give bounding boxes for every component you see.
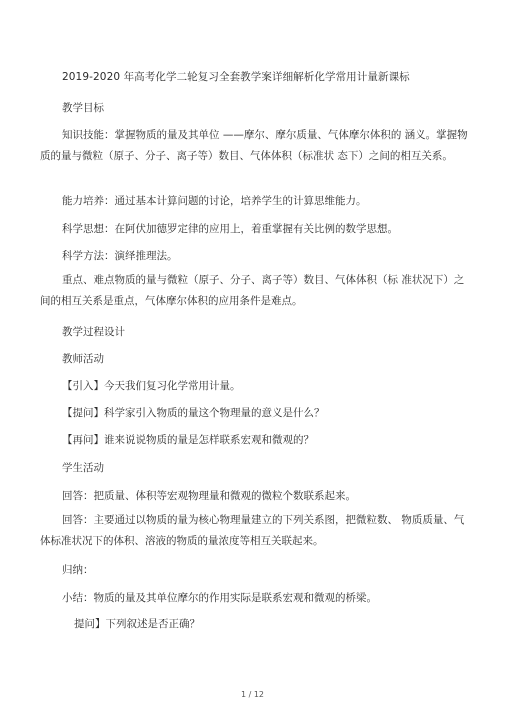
paragraph-question-3: 提问】下列叙述是否正确？	[74, 618, 200, 630]
paragraph-scientific-thought: 科学思想：在阿伏加德罗定律的应用上，着重掌握有关比例的数学思想。	[62, 223, 398, 235]
page-indicator: 1 / 12	[240, 690, 265, 699]
heading-process-design: 教学过程设计	[62, 326, 125, 338]
paragraph-answer-1: 回答：把质量、体积等宏观物理量和微观的微粒个数联系起来。	[62, 490, 356, 502]
label-summary: 归纳：	[62, 564, 94, 576]
paragraph-conclusion: 小结：物质的量及其单位摩尔的作用实际是联系宏观和微观的桥梁。	[62, 592, 377, 604]
document-title: 2019-2020 年高考化学二轮复习全套教学案详细解析化学常用计量新课标	[62, 71, 410, 83]
paragraph-intro: 【引入】今天我们复习化学常用计量。	[62, 380, 241, 392]
paragraph-ability: 能力培养：通过基本计算问题的讨论，培养学生的计算思维能力。	[62, 195, 367, 207]
paragraph-scientific-method: 科学方法：演绎推理法。	[62, 250, 178, 262]
paragraph-key-difficult-points: 重点、难点物质的量与微粒（原子、分子、离子等）数目、气体体积（标 准状况下）之间的相互关系是重点，气体摩尔体积的应用条件是难点。	[40, 274, 465, 307]
paragraph-answer-2: 回答：主要通过以物质的量为核心物理量建立的下列关系图，把微粒数、 物质质量、气体标准状况下的体积、溶液的物质的量浓度等相互关联起来。	[40, 514, 465, 547]
paragraph-question-1: 【提问】科学家引入物质的量这个物理量的意义是什么？	[62, 407, 325, 419]
paragraph-question-2: 【再问】谁来说说物质的量是怎样联系宏观和微观的？	[62, 434, 314, 446]
heading-teacher-activity: 教师活动	[62, 353, 104, 365]
heading-teaching-goals: 教学目标	[62, 102, 104, 114]
heading-student-activity: 学生活动	[62, 462, 104, 474]
paragraph-knowledge-skills: 知识技能：掌握物质的量及其单位 ——摩尔、摩尔质量、气体摩尔体积的 涵义。掌握物质的量与微粒（原子、分子、离子等）数目、气体体积（标准状 态下）之间的相互关系。	[40, 129, 468, 162]
